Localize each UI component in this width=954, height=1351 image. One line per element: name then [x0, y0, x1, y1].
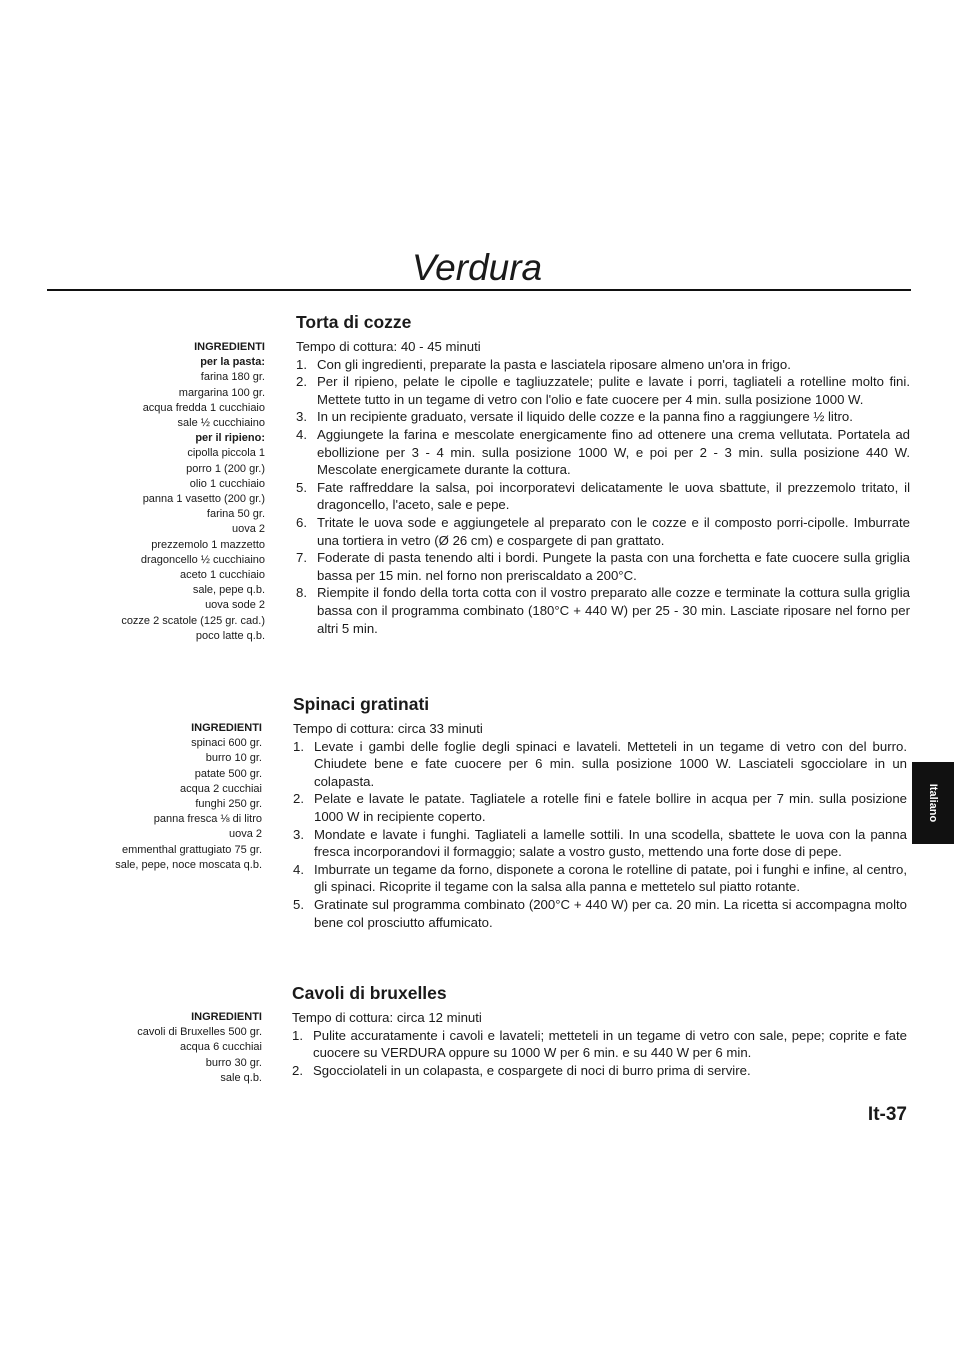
ingredient-item: uova 2 [231, 523, 265, 536]
step: 6. Tritate le uova sode e aggiungetele al preparato con le cozze e il composto porri-cipolle. Imburrate una tortiera in vetro (Ø 26 cm) e cospargete di pan grattato. [296, 514, 910, 548]
ingredient-item: prezzemolo 1 mazzetto [151, 538, 265, 551]
ingredient-item: panna 1 vasetto (200 gr.) [142, 493, 265, 506]
ingredient-item: dragoncello ½ cucchiaino [140, 553, 265, 566]
step: 1. Levate i gambi delle foglie degli spinaci e lavateli. Metteteli in un tegame di vetro con del burro. Chiudete bene e fate cuocere per 6 min. sulla posizione 1000 W. Lasciateli sgocciolare in un colapasta. [293, 738, 907, 789]
step: 2. Sgocciolateli in un colapasta, e cospargete di noci di burro prima di servire. [292, 1062, 751, 1078]
step: 5. Gratinate sul programma combinato (200°C + 440 W) per ca. 20 min. La ricetta si accompagna molto bene col prosciutto affumicato. [293, 896, 907, 930]
page-number: It-37 [867, 1104, 907, 1125]
ingredient-item: cipolla piccola 1 [187, 447, 265, 460]
ingredient-item: acqua 6 cucchiai [180, 1041, 262, 1054]
language-tab-label: Italiano [927, 783, 939, 823]
recipe-steps [296, 356, 910, 638]
ingredient-group-label: per il ripieno: [195, 432, 265, 445]
recipe-steps [292, 1027, 907, 1080]
recipe-title: Cavoli di bruxelles [292, 983, 447, 1003]
ingredients-torta-di-cozze [60, 340, 265, 644]
ingredient-item: acqua 2 cucchiai [180, 782, 262, 795]
ingredient-item: burro 30 gr. [205, 1056, 262, 1069]
ingredient-item: spinaci 600 gr. [191, 737, 262, 750]
ingredients-heading: INGREDIENTI [191, 722, 262, 734]
ingredient-item: patate 500 gr. [194, 767, 262, 780]
title-divider [47, 289, 911, 291]
step: 2. Per il ripieno, pelate le cipolle e tagliuzzatele; pulite e lavate i porri, tagliateli a rotelline molto fini. Mettete tutto in un tegame di vetro con l'olio e fate cuocere per 4 min. sulla posizione 1000 W. [296, 374, 910, 407]
step: 1. Con gli ingredienti, preparate la pasta e lasciatela riposare almeno un'ora in frigo. [296, 356, 791, 372]
ingredient-item: sale, pepe q.b. [192, 584, 265, 597]
ingredient-item: sale q.b. [220, 1071, 262, 1084]
step: 1. Pulite accuratamente i cavoli e lavateli; metteteli in un tegame di vetro con sale, pepe; coprite e fate cuocere su VERDURA oppure su 1000 W per 6 min. e su 440 W per 6 min. [292, 1027, 907, 1061]
ingredient-item: cozze 2 scatole (125 gr. cad.) [121, 614, 265, 627]
step: 4. Imburrate un tegame da forno, disponete a corona le rotelline di patate, poi i funghi e infine, al centro, gli spinaci. Ricoprite il tegame con la salsa alla panna e mettetelo sul piatto rotante. [293, 861, 907, 895]
ingredient-item: farina 50 gr. [206, 508, 265, 521]
ingredient-item: emmenthal grattugiato 75 gr. [121, 843, 262, 856]
ingredient-item: cavoli di Bruxelles 500 gr. [137, 1026, 262, 1039]
ingredient-item: margarina 100 gr. [178, 386, 265, 399]
step: 8. Riempite il fondo della torta cotta con il vostro preparato alle cozze e terminate la cottura sulla griglia bassa con il programma combinato (180°C + 440 W) per 25 - 30 min. Lasciate riposare nel forno per altri 5 min. [296, 585, 910, 636]
ingredient-group-label: per la pasta: [200, 356, 265, 369]
ingredient-item: farina 180 gr. [200, 371, 265, 384]
ingredient-item: porro 1 (200 gr.) [186, 462, 265, 475]
page-title: Verdura [411, 247, 543, 288]
ingredient-item: uova 2 [228, 828, 262, 841]
step: 7. Foderate di pasta tenendo alti i bordi. Pungete la pasta con una forchetta e fate cuocere sulla griglia bassa per 15 min. nel forno non preriscaldato a 200°C. [296, 550, 910, 583]
ingredient-item: sale ½ cucchiaino [177, 417, 265, 430]
ingredient-item: uova sode 2 [205, 599, 265, 612]
step: 3. In un recipiente graduato, versate il liquido delle cozze e la panna fino a raggiungere ½ litro. [296, 409, 853, 425]
ingredient-item: acqua fredda 1 cucchiaio [142, 401, 265, 414]
recipe-title: Spinaci gratinati [293, 694, 430, 714]
ingredients-spinaci-gratinati [60, 721, 262, 873]
step: 5. Fate raffreddare la salsa, poi incorporatevi delicatamente le uova sbattute, il prezzemolo tritato, il dragoncello, l'aceto, sale e pepe. [296, 479, 910, 513]
ingredients-heading: INGREDIENTI [191, 1011, 262, 1023]
cooking-time: Tempo di cottura: circa 12 minuti [292, 1010, 482, 1025]
ingredients-cavoli-di-bruxelles [60, 1010, 262, 1086]
cooking-time: Tempo di cottura: 40 - 45 minuti [296, 339, 481, 354]
ingredient-item: poco latte q.b. [195, 629, 265, 642]
recipe-torta-di-cozze [296, 311, 910, 637]
step: 4. Aggiungete la farina e mescolate energicamente fino ad ottenere una crema vellutata. Portatela ad ebollizione per 3 - 4 min. sulla posizione 1000 W, e poi per 2 - 3 min. sulla posizione 440 W. Mescolate energicamete durante la cottura. [296, 426, 910, 478]
cooking-time: Tempo di cottura: circa 33 minuti [293, 721, 483, 736]
ingredient-item: aceto 1 cucchiaio [180, 569, 265, 582]
ingredient-item: panna fresca ⅛ di litro [153, 813, 262, 826]
ingredient-item: sale, pepe, noce moscata q.b. [115, 858, 262, 871]
recipe-cavoli-di-bruxelles [292, 982, 907, 1079]
ingredient-item: funghi 250 gr. [195, 798, 262, 811]
step: 3. Mondate e lavate i funghi. Tagliateli a lamelle sottili. In una scodella, sbattete le uova con la panna fresca incorporandovi il formaggio; salate a vostro gusto, mettendo una forte dose di pepe. [293, 826, 907, 860]
ingredients-heading: INGREDIENTI [194, 341, 265, 353]
ingredient-item: burro 10 gr. [205, 752, 262, 765]
recipe-spinaci-gratinati [293, 693, 907, 931]
language-tab [912, 762, 954, 844]
ingredient-item: olio 1 cucchiaio [189, 477, 265, 490]
step: 2. Pelate e lavate le patate. Tagliatele a rotelle fini e fatele bollire in acqua per 7 min. sulla posizione 1000 W in recipiente coperto. [293, 791, 907, 824]
recipe-steps [293, 738, 907, 932]
recipe-title: Torta di cozze [296, 312, 412, 332]
